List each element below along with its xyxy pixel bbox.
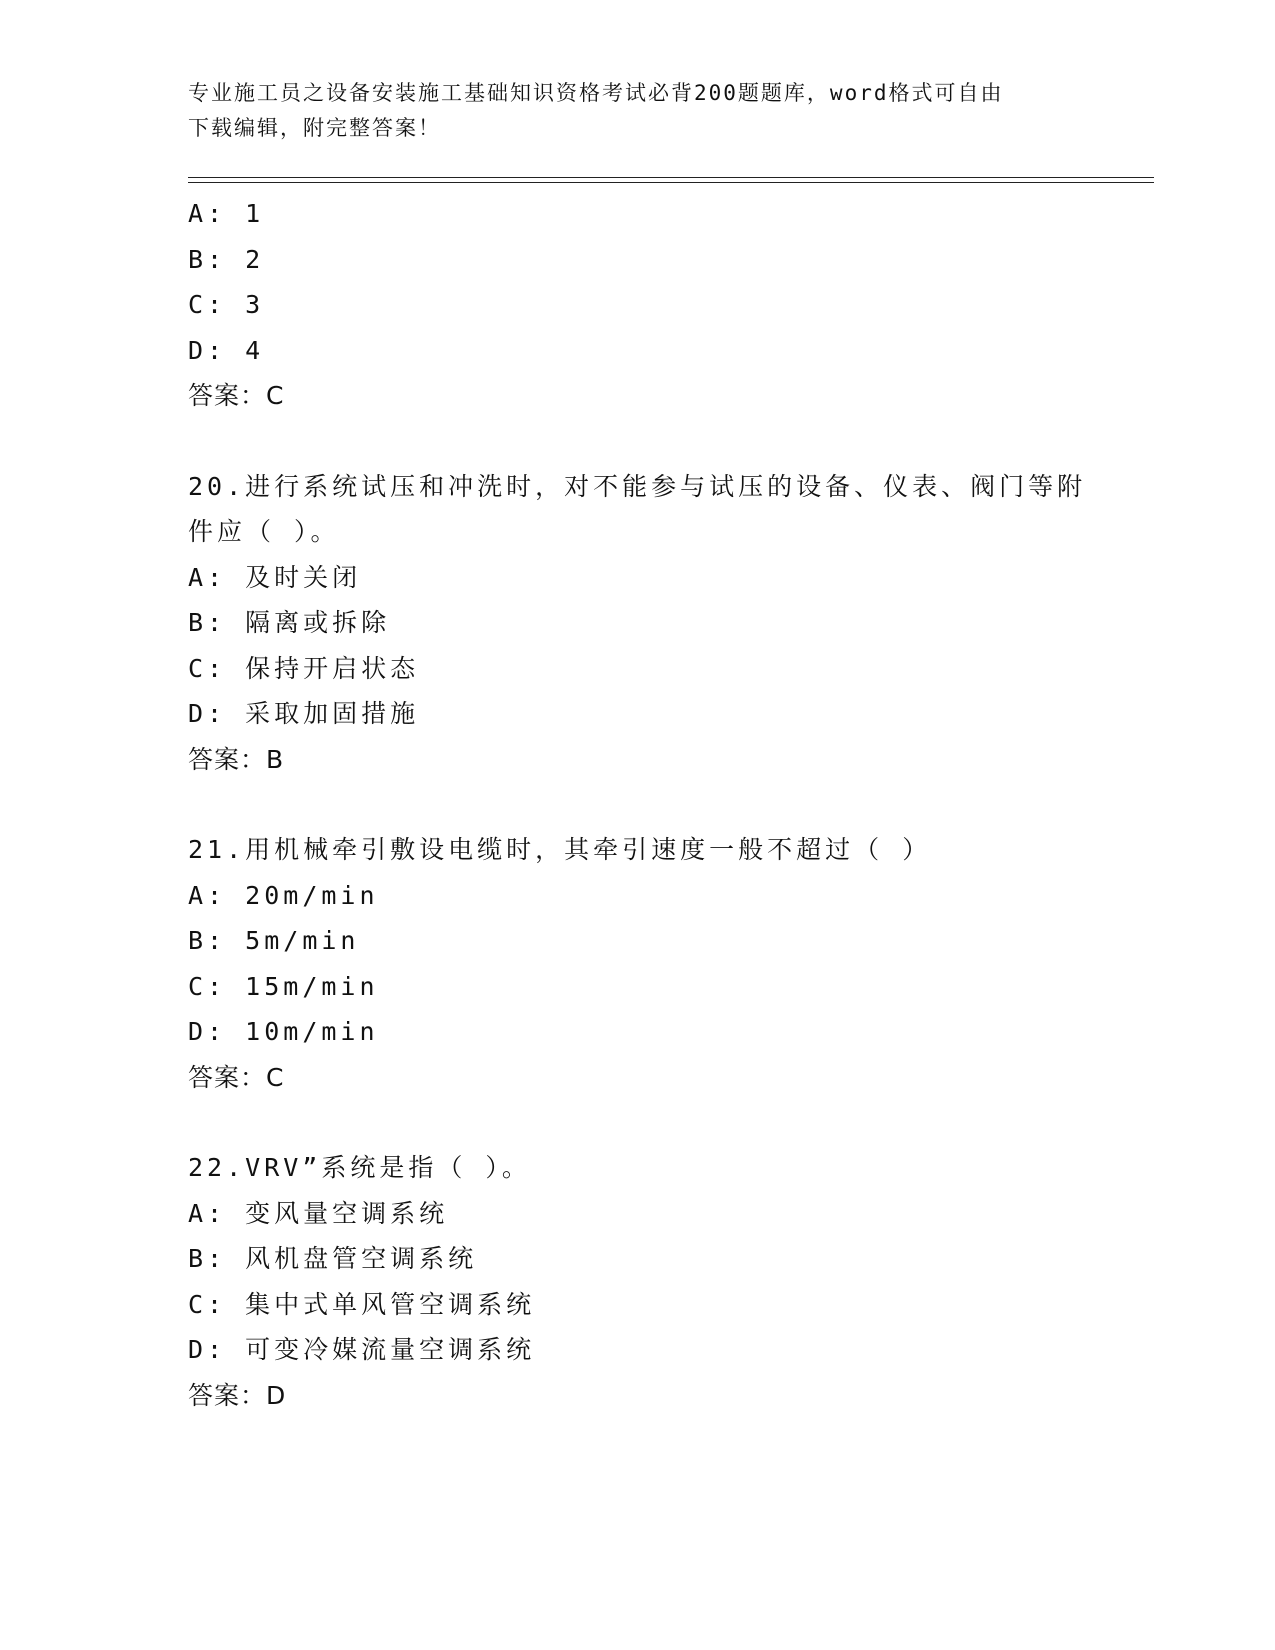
answer-line: 答案：C	[188, 381, 285, 410]
question-text: 20.进行系统试压和冲洗时，对不能参与试压的设备、仪表、阀门等附 件应（ ）。	[188, 471, 1087, 546]
answer-line: 答案：B	[188, 744, 285, 774]
option-d: D: 可变冷媒流量空调系统	[188, 1335, 536, 1364]
option-c: C: 集中式单风管空调系统	[188, 1289, 536, 1319]
option-b: B: 风机盘管空调系统	[188, 1244, 478, 1273]
option-d: D: 10m/min	[188, 1017, 379, 1046]
question-22	[188, 1145, 1118, 1418]
option-b: B: 隔离或拆除	[188, 608, 391, 637]
option-d: D: 采取加固措施	[188, 699, 420, 728]
option-c: C: 15m/min	[188, 971, 379, 1001]
option-b: B: 5m/min	[188, 926, 360, 955]
option-d: D: 4	[188, 335, 265, 365]
option-a: A: 变风量空调系统	[188, 1198, 449, 1228]
header-line-1: 专业施工员之设备安装施工基础知识资格考试必背200题题库，word格式可自由	[188, 81, 1004, 105]
header-line-2: 下载编辑，附完整答案！	[188, 116, 441, 140]
option-b: B: 2	[188, 244, 265, 274]
option-c: C: 保持开启状态	[188, 653, 420, 683]
option-c: C: 3	[188, 290, 265, 319]
header-divider-top	[188, 177, 1154, 178]
question-list	[188, 191, 1118, 1418]
question-21	[188, 827, 1118, 1100]
option-a: A: 1	[188, 199, 265, 228]
option-a: A: 及时关闭	[188, 562, 362, 592]
answer-line: 答案：D	[188, 1380, 287, 1410]
document-header	[188, 76, 1068, 146]
option-a: A: 20m/min	[188, 880, 379, 910]
question-20	[188, 464, 1118, 783]
question-19-continued	[188, 191, 1118, 419]
header-divider-bottom	[188, 182, 1154, 183]
question-text: 22.VRV”系统是指（ ）。	[188, 1153, 531, 1182]
answer-line: 答案：C	[188, 1062, 285, 1092]
question-text: 21.用机械牵引敷设电缆时，其牵引速度一般不超过（ ）	[188, 835, 932, 864]
